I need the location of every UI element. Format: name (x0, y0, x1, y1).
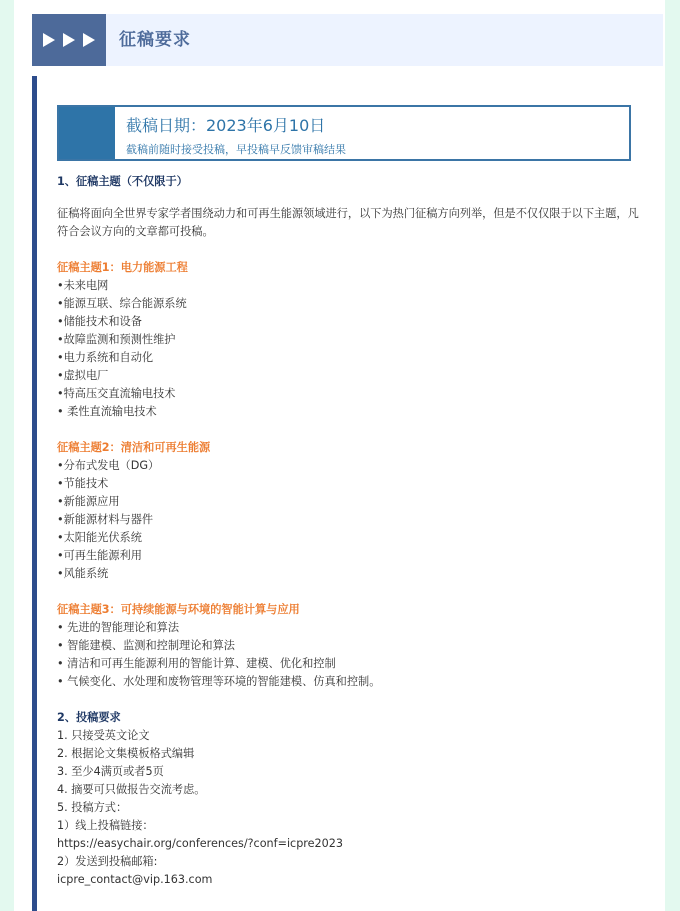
topic-group-2-title: 征稿主题2：清洁和可再生能源 (57, 441, 211, 454)
section-title: 征稿要求 (119, 30, 191, 50)
list-item: •虚拟电厂 (57, 369, 109, 382)
submission-link[interactable]: https://easychair.org/conferences/?conf=icpre2023 (57, 837, 344, 850)
section-header (32, 14, 663, 66)
submission-line: 1）线上投稿链接： (57, 819, 154, 832)
deadline-box (57, 105, 631, 161)
topics-intro: 征稿将面向全世界专家学者围绕动力和可再生能源领域进行，以下为热门征稿方向列举，但是不仅仅限于以下主题，凡符合会议方向的文章都可投稿。 (57, 207, 639, 238)
list-item: •节能技术 (57, 477, 109, 490)
list-item: •电力系统和自动化 (57, 351, 154, 364)
list-item: •故障监测和预测性维护 (57, 333, 176, 346)
arrows-icon (32, 14, 106, 66)
list-item: •新能源材料与器件 (57, 513, 154, 526)
submission-line: 1. 只接受英文论文 (57, 729, 150, 742)
deadline-accent-block (59, 107, 115, 159)
list-item: • 气候变化、水处理和废物管理等环境的智能建模、仿真和控制。 (57, 675, 381, 688)
submission-line: 5. 投稿方式： (57, 801, 128, 814)
submission-line: 2）发送到投稿邮箱: (57, 855, 158, 868)
list-item: •储能技术和设备 (57, 315, 142, 328)
submission-line: 3. 至少4满页或者5页 (57, 765, 164, 778)
deadline-title: 截稿日期：2023年6月10日 (126, 116, 326, 135)
submission-heading: 2、投稿要求 (57, 711, 121, 724)
list-item: •新能源应用 (57, 495, 120, 508)
list-item: • 柔性直流输电技术 (57, 405, 157, 418)
list-item: •分布式发电（DG） (57, 459, 160, 472)
text-column (57, 173, 647, 889)
list-item: •风能系统 (57, 567, 109, 580)
list-item: •能源互联、综合能源系统 (57, 297, 187, 310)
topics-heading: 1、征稿主题（不仅限于） (57, 175, 188, 188)
submission-email[interactable]: icpre_contact@vip.163.com (57, 873, 213, 886)
submission-line: 2. 根据论文集模板格式编辑 (57, 747, 195, 760)
list-item: • 智能建模、监测和控制理论和算法 (57, 639, 235, 652)
list-item: • 先进的智能理论和算法 (57, 621, 180, 634)
list-item: •特高压交直流输电技术 (57, 387, 176, 400)
list-item: •太阳能光伏系统 (57, 531, 142, 544)
topic-group-1-title: 征稿主题1：电力能源工程 (57, 261, 188, 274)
list-item: •未来电网 (57, 279, 109, 292)
submission-line: 4. 摘要可只做报告交流考虑。 (57, 783, 206, 796)
topic-group-3-title: 征稿主题3：可持续能源与环境的智能计算与应用 (57, 603, 300, 616)
deadline-subtitle: 截稿前随时接受投稿，早投稿早反馈审稿结果 (126, 143, 346, 156)
list-item: • 清洁和可再生能源利用的智能计算、建模、优化和控制 (57, 657, 336, 670)
page (14, 0, 665, 911)
list-item: •可再生能源利用 (57, 549, 142, 562)
content-panel (32, 76, 668, 911)
